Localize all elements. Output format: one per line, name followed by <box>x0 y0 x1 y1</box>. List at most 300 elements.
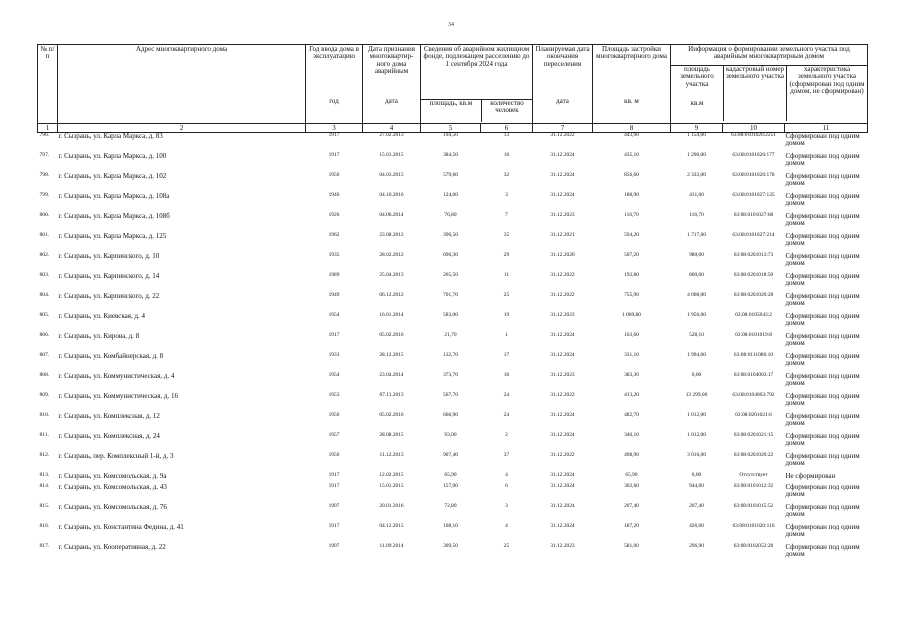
address-cell: г. Сызрань, ул. Константина Федина, д. 41 <box>58 523 184 531</box>
land-characteristic-cell: Сформирован под одним домом <box>785 152 860 168</box>
building-area-cell: 207,40 <box>624 503 639 509</box>
address-cell: г. Сызрань, ул. Карла Маркса, д. 108б <box>58 212 170 220</box>
header-row <box>38 45 868 124</box>
building-area-cell: 302,60 <box>624 483 639 489</box>
header-number: № п/п <box>38 45 58 124</box>
table-row <box>38 544 868 564</box>
address-cell: г. Сызрань, ул. Карпинского, д. 10 <box>58 252 160 260</box>
planned-end-cell: 31.12.2022 <box>550 132 575 138</box>
land-area-cell: 3 016,00 <box>687 452 706 458</box>
address-cell: г. Сызрань, ул. Комсомольская, д. 43 <box>58 483 167 491</box>
table-row <box>38 153 868 173</box>
people-count-cell: 6 <box>505 483 508 489</box>
building-area-cell: 594,20 <box>624 232 639 238</box>
year-cell: 1989 <box>328 272 340 278</box>
recognition-date-cell: 27.02.2013 <box>379 132 404 138</box>
address-cell: г. Сызрань, ул. Комплексная, д. 24 <box>58 432 160 440</box>
address-cell: г. Сызрань, ул. Карла Маркса, д. 83 <box>58 132 163 140</box>
land-area-cell: 800,00 <box>689 272 704 278</box>
cadastral-number-cell: 63:08:0101019:8 <box>735 332 772 338</box>
address-cell: г. Сызрань, пер. Комплексный 1-й, д. 3 <box>58 452 174 460</box>
people-count-cell: 3 <box>505 503 508 509</box>
cadastral-number-cell: 63:08:0101015:52 <box>733 503 774 509</box>
row-number: 814. <box>39 483 50 489</box>
year-cell: 1940 <box>328 192 340 198</box>
row-number: 800. <box>39 212 50 218</box>
area-cell: 108,10 <box>443 523 458 529</box>
planned-end-cell: 31.12.2024 <box>550 483 575 489</box>
planned-end-cell: 31.12.2020 <box>550 252 575 258</box>
cadastral-number-cell: 63:08:0201018:50 <box>733 272 774 278</box>
building-area-cell: 188,90 <box>624 192 639 198</box>
header-land-area <box>671 66 724 121</box>
planned-end-cell: 31.12.2022 <box>550 452 575 458</box>
table-row <box>38 313 868 333</box>
row-number: 816. <box>39 523 50 529</box>
area-cell: 124,00 <box>443 192 458 198</box>
land-area-cell: 1 956,00 <box>687 312 706 318</box>
header-housing-stock <box>421 45 533 124</box>
planned-end-cell: 31.12.2023 <box>550 212 575 218</box>
address-cell: г. Сызрань, ул. Кирова, д. 8 <box>58 332 140 340</box>
address-cell: г. Сызрань, ул. Киевская, д. 4 <box>58 312 146 320</box>
building-area-cell: 856,60 <box>624 172 639 178</box>
header-index: 2 <box>58 124 306 133</box>
address-cell: г. Сызрань, ул. Комсомольская, д. 76 <box>58 503 167 511</box>
header-index: 7 <box>533 124 593 133</box>
recognition-date-cell: 23.08.2012 <box>379 232 404 238</box>
area-cell: 579,60 <box>443 172 458 178</box>
building-area-cell: 331,10 <box>624 352 639 358</box>
building-area-cell: 1 069,80 <box>622 312 641 318</box>
land-characteristic-cell: Сформирован под одним домом <box>785 372 860 388</box>
people-count-cell: 25 <box>503 292 510 298</box>
row-number: 808. <box>39 372 50 378</box>
land-characteristic-cell: Сформирован под одним домом <box>785 192 860 208</box>
year-cell: 1962 <box>328 232 340 238</box>
header-land-area-unit: кв.м <box>690 99 704 107</box>
planned-end-cell: 31.12.2024 <box>550 503 575 509</box>
header-recognition-date <box>363 45 421 124</box>
recognition-date-cell: 25.04.2013 <box>379 272 404 278</box>
land-characteristic-cell: Сформирован под одним домом <box>785 432 860 448</box>
land-characteristic-cell: Сформирован под одним домом <box>785 483 860 499</box>
cadastral-number-cell: 63:08:0201021:6 <box>735 412 772 418</box>
year-cell: 1954 <box>328 372 340 378</box>
page-number: 34 <box>448 22 454 28</box>
header-index: 8 <box>593 124 671 133</box>
table-row <box>38 333 868 353</box>
area-cell: 194,50 <box>443 132 458 138</box>
cadastral-number-cell: 63:08:0201021:15 <box>733 432 774 438</box>
recognition-date-cell: 28.02.2012 <box>379 252 404 258</box>
cadastral-number-cell: 63:08:0101027:214 <box>732 232 775 238</box>
recognition-date-cell: 06.12.2012 <box>379 292 404 298</box>
recognition-date-cell: 20.01.2016 <box>379 503 404 509</box>
land-characteristic-cell: Сформирован под одним домом <box>785 452 860 468</box>
land-characteristic-cell: Сформирован под одним домом <box>785 332 860 348</box>
header-year-title: Год ввода дома в эксплуатацию <box>309 45 359 61</box>
cadastral-number-cell: 63:08:0104003:792 <box>732 392 775 398</box>
table-row <box>38 253 868 273</box>
land-characteristic-cell: Сформирован под одним домом <box>785 172 860 188</box>
header-year <box>306 45 363 124</box>
header-recognition-date-unit: дата <box>385 97 398 105</box>
land-characteristic-cell: Сформирован под одним домом <box>785 272 860 288</box>
building-area-cell: 755,90 <box>624 292 639 298</box>
planned-end-cell: 31.12.2022 <box>550 272 575 278</box>
planned-end-cell: 31.12.2024 <box>550 332 575 338</box>
row-number: 813. <box>39 472 50 478</box>
people-count-cell: 17 <box>503 352 510 358</box>
year-cell: 1917 <box>328 483 340 489</box>
area-cell: 583,00 <box>443 312 458 318</box>
year-cell: 1926 <box>328 212 340 218</box>
land-area-cell: 431,00 <box>689 192 704 198</box>
area-cell: 701,70 <box>443 292 458 298</box>
area-cell: 567,70 <box>443 392 458 398</box>
year-cell: 1950 <box>328 452 340 458</box>
row-number: 804. <box>39 292 50 298</box>
land-characteristic-cell: Сформирован под одним домом <box>785 292 860 308</box>
address-cell: г. Сызрань, ул. Коммунистическая, д. 4 <box>58 372 175 380</box>
header-index: 10 <box>723 124 785 133</box>
cadastral-number-cell: 63:08:0201020:28 <box>733 292 774 298</box>
planned-end-cell: 31.12.2023 <box>550 543 575 549</box>
address-cell: г. Сызрань, ул. Карла Маркса, д. 108а <box>58 192 170 200</box>
table-row <box>38 393 868 413</box>
header-area-unit: площадь, кв.м <box>421 99 482 122</box>
year-cell: 1933 <box>328 352 340 358</box>
people-count-cell: 7 <box>505 212 508 218</box>
recognition-date-cell: 04.03.2015 <box>379 172 404 178</box>
planned-end-cell: 31.12.2024 <box>550 192 575 198</box>
row-number: 807. <box>39 352 50 358</box>
header-land-info-title: Информация о формировании земельного участка под аварийным многоквартирным домом <box>671 45 867 66</box>
planned-end-cell: 31.12.2022 <box>550 292 575 298</box>
people-count-cell: 37 <box>503 452 510 458</box>
people-count-cell: 32 <box>503 172 510 178</box>
table-row <box>38 133 868 154</box>
building-area-cell: 413,20 <box>624 392 639 398</box>
table-row <box>38 293 868 313</box>
planned-end-cell: 31.12.2024 <box>550 412 575 418</box>
year-cell: 1935 <box>328 252 340 258</box>
address-cell: г. Сызрань, ул. Карла Маркса, д. 125 <box>58 232 167 240</box>
year-cell: 1907 <box>328 503 340 509</box>
land-area-cell: 1 012,00 <box>687 432 706 438</box>
planned-end-cell: 31.12.2024 <box>550 172 575 178</box>
land-characteristic-cell: Сформирован под одним домом <box>785 392 860 408</box>
row-number: 799. <box>39 192 50 198</box>
land-area-cell: 1 154,00 <box>687 132 706 138</box>
year-cell: 1956 <box>328 412 340 418</box>
people-count-cell: 4 <box>505 523 508 529</box>
header-building-area-unit: кв. м <box>624 97 639 105</box>
year-cell: 1949 <box>328 292 340 298</box>
area-cell: 384,50 <box>443 152 458 158</box>
planned-end-cell: 31.12.2024 <box>550 472 575 478</box>
year-cell: 1953 <box>328 392 340 398</box>
planned-end-cell: 31.12.2023 <box>550 372 575 378</box>
people-count-cell: 35 <box>503 232 510 238</box>
header-land-subcols <box>671 66 867 121</box>
land-area-cell: 13 299,00 <box>685 392 708 398</box>
address-cell: г. Сызрань, ул. Комплексная, д. 12 <box>58 412 160 420</box>
cadastral-number-cell: 63:08:0101020:116 <box>732 523 775 529</box>
building-area-cell: 65,90 <box>625 472 638 478</box>
header-index: 6 <box>481 124 533 133</box>
land-characteristic-cell: Сформирован под одним домом <box>785 543 860 559</box>
land-area-cell: 1 012,00 <box>687 412 706 418</box>
land-area-cell: 0,00 <box>691 372 702 378</box>
area-cell: 309,50 <box>443 543 458 549</box>
cadastral-number-cell: Отсутствует <box>739 472 768 478</box>
row-number: 796. <box>39 132 50 138</box>
area-cell: 76,80 <box>444 212 457 218</box>
row-number: 817. <box>39 543 50 549</box>
land-area-cell: 207,40 <box>689 503 704 509</box>
year-cell: 1917 <box>328 332 340 338</box>
row-number: 815. <box>39 503 50 509</box>
header-housing-stock-title: Сведения об аварийном жилищном фонде, подлежащем расселению до 1 сентября 2024 года <box>423 45 530 68</box>
header-land-characteristic: характеристика земельного участка (сформирован под одним домом, не сформирован) <box>789 65 865 96</box>
row-number: 810. <box>39 412 50 418</box>
emergency-housing-table <box>37 44 868 564</box>
area-cell: 72,80 <box>444 503 457 509</box>
recognition-date-cell: 23.04.2014 <box>379 372 404 378</box>
land-area-cell: 1 717,60 <box>687 232 706 238</box>
cadastral-number-cell: 63:08:0104003:17 <box>733 372 774 378</box>
recognition-date-cell: 15.01.2015 <box>379 152 404 158</box>
year-cell: 1957 <box>328 432 340 438</box>
header-index: 5 <box>421 124 481 133</box>
land-area-cell: 980,00 <box>689 252 704 258</box>
year-cell: 1956 <box>328 172 340 178</box>
area-cell: 93,00 <box>444 432 457 438</box>
address-cell: г. Сызрань, ул. Комбайнерская, д. 8 <box>58 352 164 360</box>
people-count-cell: 13 <box>503 132 510 138</box>
year-cell: 1907 <box>328 543 340 549</box>
people-count-cell: 24 <box>503 412 510 418</box>
planned-end-cell: 31.12.2022 <box>550 392 575 398</box>
header-land-info <box>671 45 868 124</box>
land-characteristic-cell: Сформирован под одним домом <box>785 523 860 539</box>
recognition-date-cell: 05.02.2016 <box>379 332 404 338</box>
table-row <box>38 233 868 253</box>
land-area-cell: 296,90 <box>689 543 704 549</box>
building-area-cell: 482,70 <box>624 412 639 418</box>
area-cell: 666,90 <box>443 412 458 418</box>
land-characteristic-cell: Сформирован под одним домом <box>785 252 860 268</box>
recognition-date-cell: 07.11.2013 <box>379 392 404 398</box>
people-count-cell: 11 <box>503 272 510 278</box>
header-housing-stock-units <box>421 99 532 122</box>
table-row <box>38 433 868 453</box>
people-count-cell: 3 <box>505 192 508 198</box>
land-area-cell: 2 333,00 <box>687 172 706 178</box>
header-building-area <box>593 45 671 124</box>
recognition-date-cell: 11.12.2013 <box>379 452 404 458</box>
area-cell: 157,00 <box>443 483 458 489</box>
table-row <box>38 173 868 193</box>
address-cell: г. Сызрань, ул. Комсомольская, д. 9а <box>58 472 167 480</box>
row-number: 809. <box>39 392 50 398</box>
table-row <box>38 413 868 433</box>
table-row <box>38 373 868 393</box>
area-cell: 396,50 <box>443 232 458 238</box>
building-area-cell: 187,20 <box>624 523 639 529</box>
people-count-cell: 2 <box>505 432 508 438</box>
land-area-cell: 0,00 <box>691 472 702 478</box>
cadastral-number-cell: 63:08:0101027:68 <box>733 212 774 218</box>
area-cell: 132,70 <box>443 352 458 358</box>
table-row <box>38 353 868 373</box>
header-index: 11 <box>785 124 868 133</box>
area-cell: 690,30 <box>443 252 458 258</box>
recognition-date-cell: 16.01.2014 <box>379 312 404 318</box>
planned-end-cell: 31.12.2023 <box>550 312 575 318</box>
land-characteristic-cell: Сформирован под одним домом <box>785 312 860 328</box>
table-body <box>38 133 868 565</box>
header-land-area-title: площадь земельного участка <box>680 65 714 88</box>
cadastral-number-cell: 63:08:0101026:2251 <box>731 132 776 138</box>
people-count-cell: 1 <box>505 332 508 338</box>
table-row <box>38 453 868 473</box>
area-cell: 907,40 <box>443 452 458 458</box>
building-area-cell: 116,70 <box>624 212 639 218</box>
table-row <box>38 504 868 524</box>
row-number: 798. <box>39 172 50 178</box>
header-people-unit: количество человек <box>482 99 532 122</box>
cadastral-number-cell: 63:08:0101026:178 <box>732 172 775 178</box>
table-row <box>38 524 868 544</box>
people-count-cell: 4 <box>505 472 508 478</box>
land-area-cell: 944,00 <box>689 483 704 489</box>
recognition-date-cell: 28.08.2015 <box>379 432 404 438</box>
recognition-date-cell: 28.12.2015 <box>379 352 404 358</box>
area-cell: 65,90 <box>444 472 457 478</box>
table-row <box>38 213 868 233</box>
row-number: 806. <box>39 332 50 338</box>
planned-end-cell: 31.12.2024 <box>550 523 575 529</box>
year-cell: 1954 <box>328 312 340 318</box>
building-area-cell: 435,10 <box>624 152 639 158</box>
planned-end-cell: 31.12.2024 <box>550 352 575 358</box>
recognition-date-cell: 05.02.2016 <box>379 412 404 418</box>
row-number: 801. <box>39 232 50 238</box>
land-characteristic-cell: Сформирован под одним домом <box>785 352 860 368</box>
planned-end-cell: 31.12.2024 <box>550 432 575 438</box>
land-characteristic-cell: Сформирован под одним домом <box>785 212 860 228</box>
area-cell: 373,70 <box>443 372 458 378</box>
land-characteristic-cell: Не сформирован <box>785 472 836 480</box>
recognition-date-cell: 15.01.2015 <box>379 483 404 489</box>
table-row <box>38 193 868 213</box>
people-count-cell: 19 <box>503 312 510 318</box>
header-planned-end <box>533 45 593 124</box>
cadastral-number-cell: 63:08:0111086:10 <box>733 352 774 358</box>
header-cadastral: кадастровый номер земельного участка <box>724 66 787 121</box>
row-number: 812. <box>39 452 50 458</box>
year-cell: 1917 <box>328 132 340 138</box>
land-area-cell: 1 200,00 <box>687 152 706 158</box>
building-area-cell: 163,60 <box>624 332 639 338</box>
address-cell: г. Сызрань, ул. Карла Маркса, д. 100 <box>58 152 167 160</box>
building-area-cell: 498,90 <box>624 452 639 458</box>
land-area-cell: 1 994,00 <box>687 352 706 358</box>
land-characteristic-cell: Сформирован под одним домом <box>785 412 860 428</box>
year-cell: 1917 <box>328 472 340 478</box>
header-recognition-date-title: Дата признания многоквартир-ного дома аварийным <box>367 45 416 76</box>
people-count-cell: 16 <box>503 372 510 378</box>
land-characteristic-cell: Сформирован под одним домом <box>785 132 860 148</box>
building-area-cell: 340,10 <box>624 432 639 438</box>
people-count-cell: 29 <box>503 252 510 258</box>
header-planned-end-title: Планируемая дата окончания переселения <box>535 45 590 68</box>
cadastral-number-cell: 63:08:0102052:28 <box>733 543 774 549</box>
table-row <box>38 273 868 293</box>
header-planned-end-unit: дата <box>556 97 569 105</box>
area-cell: 21,70 <box>444 332 457 338</box>
building-area-cell: 383,30 <box>624 372 639 378</box>
cadastral-number-cell: 63:08:0201013:73 <box>733 252 774 258</box>
year-cell: 1917 <box>328 523 340 529</box>
building-area-cell: 443,90 <box>624 132 639 138</box>
address-cell: г. Сызрань, ул. Карпинского, д. 14 <box>58 272 160 280</box>
recognition-date-cell: 04.10.2016 <box>379 192 404 198</box>
land-area-cell: 528,10 <box>689 332 704 338</box>
building-area-cell: 507,20 <box>624 252 639 258</box>
cadastral-number-cell: 63:08:0105043:2 <box>735 312 772 318</box>
row-number: 811. <box>39 432 50 438</box>
header-index: 4 <box>363 124 421 133</box>
recognition-date-cell: 11.09.2014 <box>379 543 404 549</box>
recognition-date-cell: 04.12.2015 <box>379 523 404 529</box>
land-characteristic-cell: Сформирован под одним домом <box>785 232 860 248</box>
header-index: 3 <box>306 124 363 133</box>
header-address: Адрес многоквартирного дома <box>58 45 306 124</box>
cadastral-number-cell: 63:08:0201020:22 <box>733 452 774 458</box>
recognition-date-cell: 04.06.2014 <box>379 212 404 218</box>
row-number: 803. <box>39 272 50 278</box>
building-area-cell: 192,80 <box>624 272 639 278</box>
address-cell: г. Сызрань, ул. Карпинского, д. 22 <box>58 292 160 300</box>
row-number: 797. <box>39 152 50 158</box>
cadastral-number-cell: 63:08:0101026:177 <box>732 152 775 158</box>
cadastral-number-cell: 63:08:0101027:135 <box>732 192 775 198</box>
table-header <box>38 45 868 133</box>
cadastral-number-cell: 63:08:0101012:32 <box>733 483 774 489</box>
area-cell: 265,50 <box>443 272 458 278</box>
address-cell: г. Сызрань, ул. Кооперативная, д. 22 <box>58 543 166 551</box>
land-characteristic-cell: Сформирован под одним домом <box>785 503 860 519</box>
people-count-cell: 16 <box>503 152 510 158</box>
header-index: 9 <box>671 124 723 133</box>
address-cell: г. Сызрань, ул. Карла Маркса, д. 102 <box>58 172 167 180</box>
building-area-cell: 581,00 <box>624 543 639 549</box>
header-building-area-title: Площадь застройки многоквартирного дома <box>596 45 667 61</box>
land-area-cell: 426,00 <box>689 523 704 529</box>
planned-end-cell: 31.12.2021 <box>550 232 575 238</box>
recognition-date-cell: 12.02.2015 <box>379 472 404 478</box>
header-index: 1 <box>38 124 58 133</box>
land-area-cell: 116,70 <box>689 212 704 218</box>
land-area-cell: 4 008,00 <box>687 292 706 298</box>
table-row <box>38 484 868 504</box>
planned-end-cell: 31.12.2024 <box>550 152 575 158</box>
year-cell: 1917 <box>328 152 340 158</box>
